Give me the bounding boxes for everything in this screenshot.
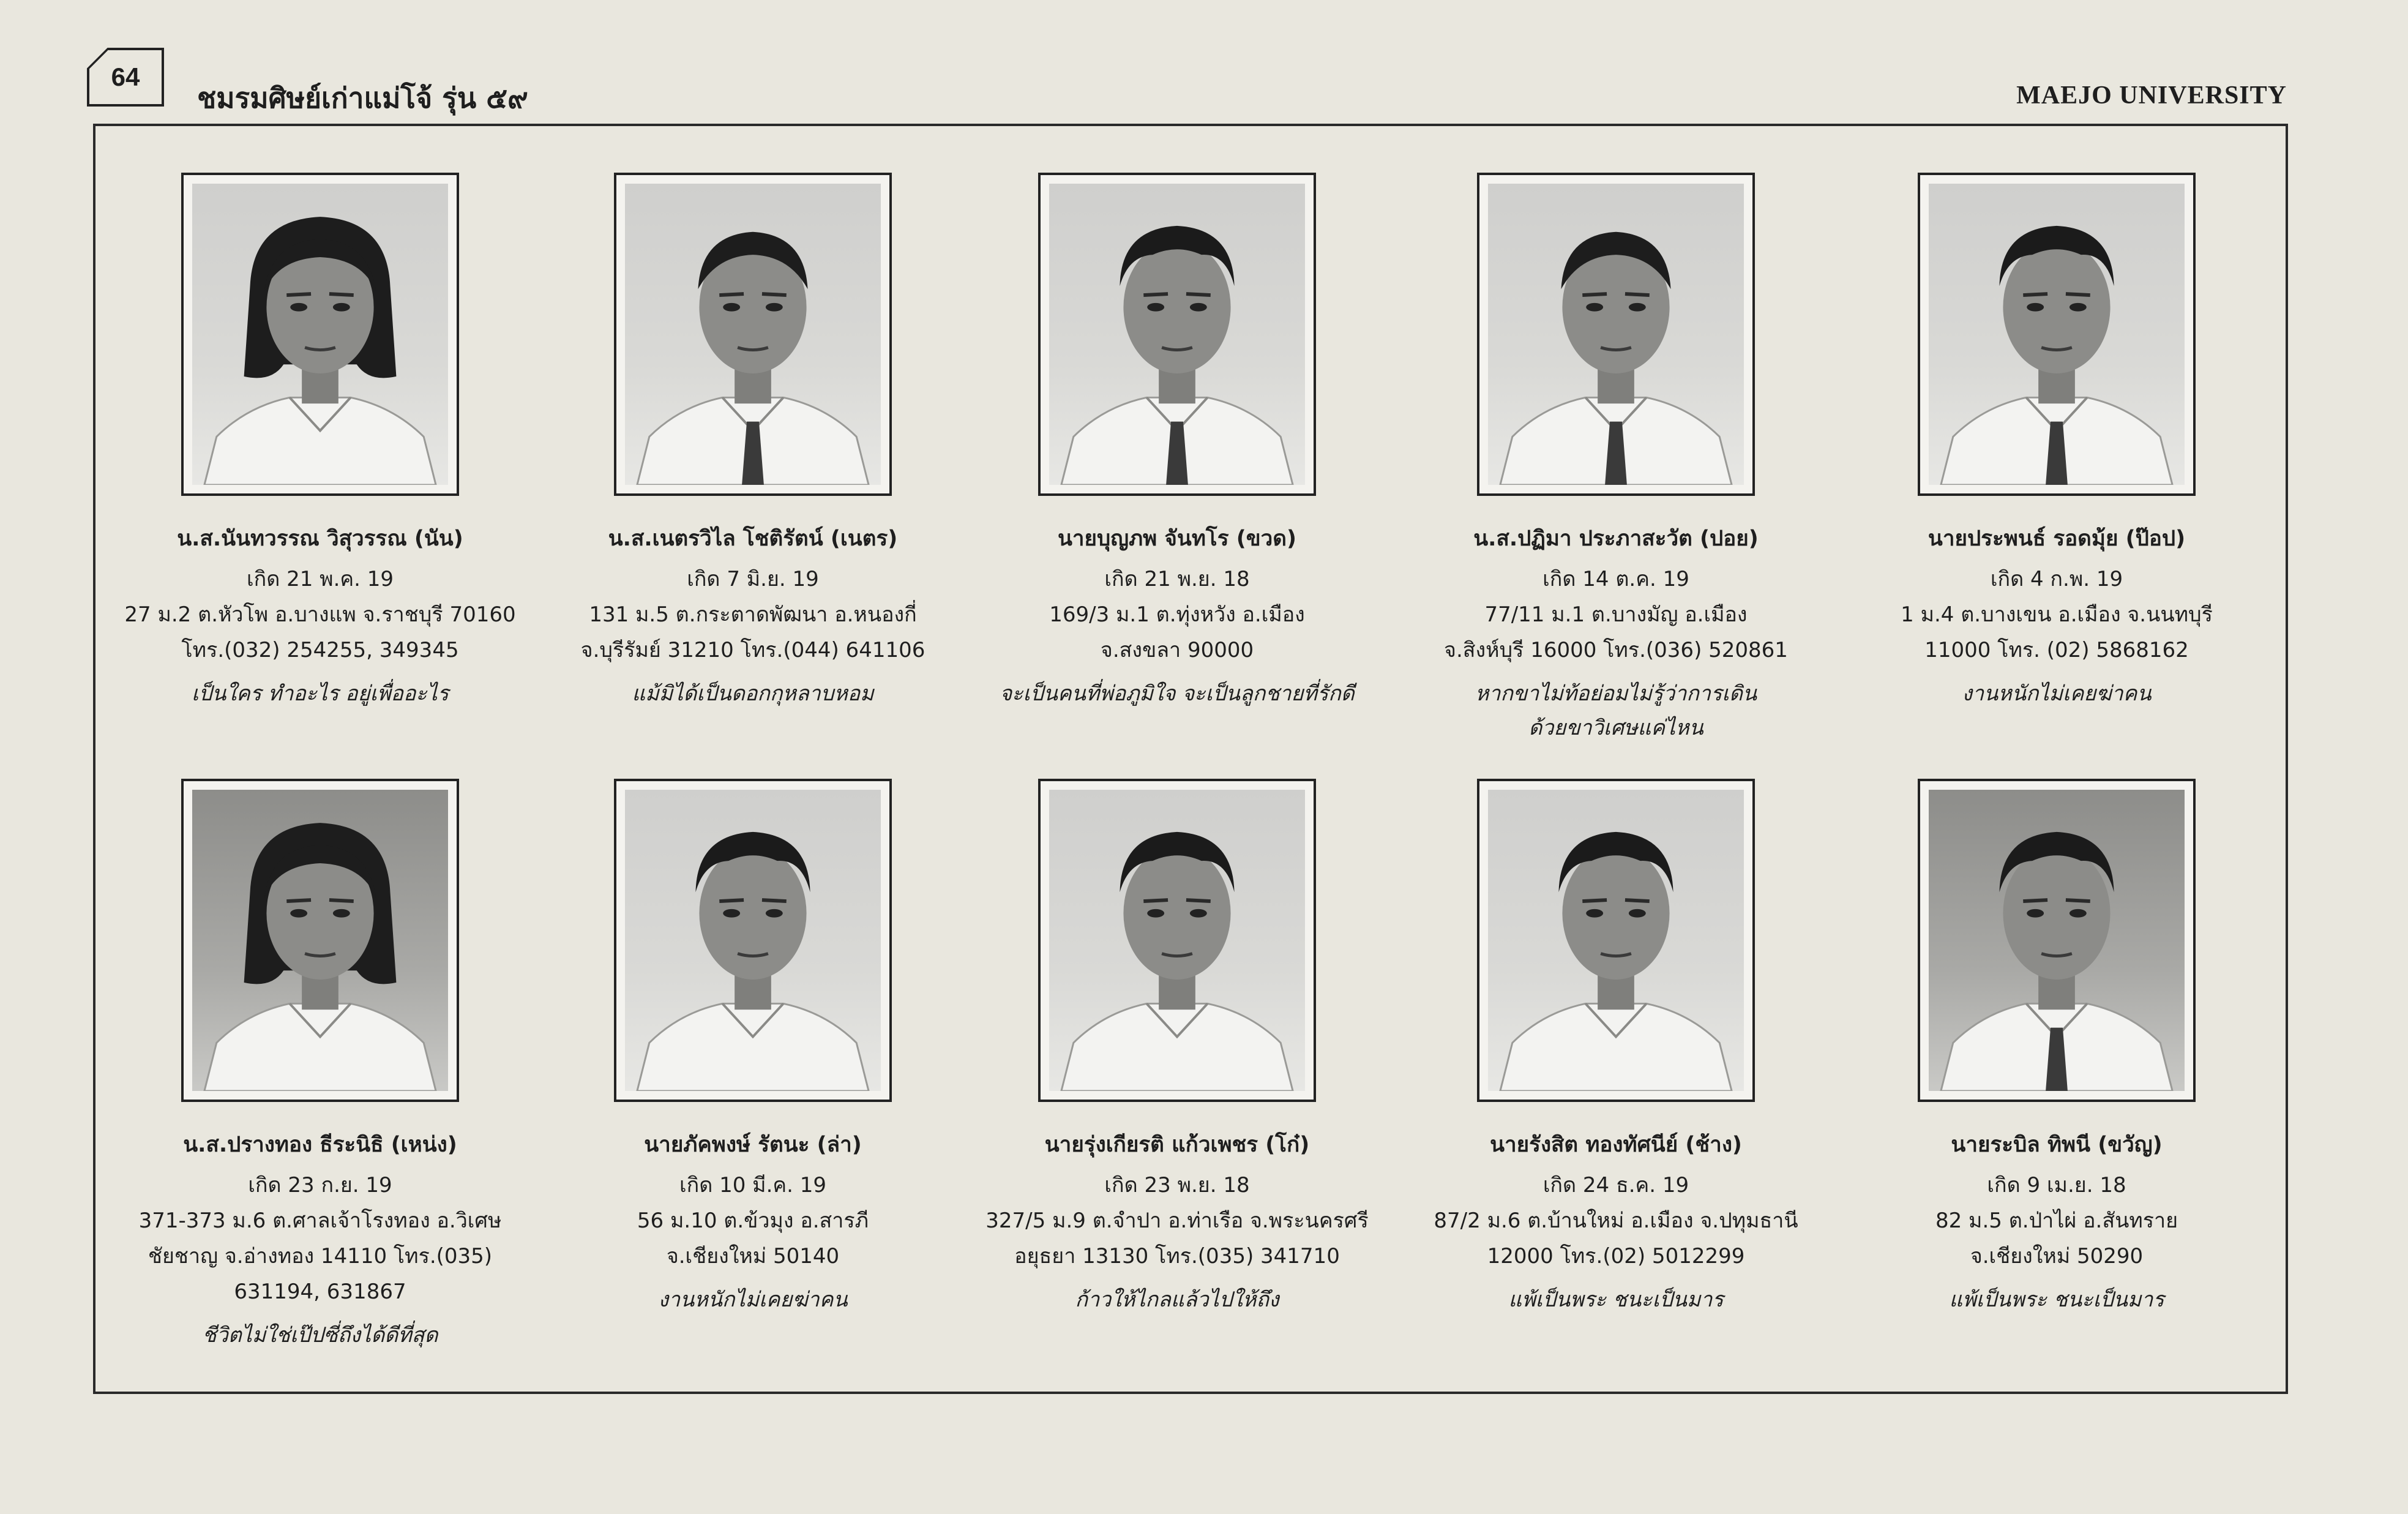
profile-card — [963, 779, 1391, 1317]
birth-date: เกิด 4 ก.พ. 19 — [1990, 567, 2123, 591]
profile-card — [963, 173, 1391, 711]
address-line: จ.เชียงใหม่ 50140 — [666, 1244, 840, 1269]
motto: งานหนักไม่เคยฆ่าคน — [1962, 681, 2152, 706]
portrait-photo — [1918, 779, 2196, 1102]
address-line: โทร.(032) 254255, 349345 — [181, 638, 459, 662]
address-line: จ.สิงห์บุรี 16000 โทร.(036) 520861 — [1444, 638, 1788, 662]
person-name: นายรังสิต ทองทัศนีย์ (ช้าง) — [1490, 1133, 1742, 1157]
person-name: นายรุ่งเกียรติ แก้วเพชร (โก๋) — [1044, 1133, 1310, 1157]
profile-card — [539, 173, 967, 711]
club-title: ชมรมศิษย์เก่าแม่โจ้ รุ่น ๕๙ — [197, 81, 528, 114]
birth-date: เกิด 14 ต.ค. 19 — [1542, 567, 1689, 591]
profile-card — [106, 173, 534, 711]
portrait-image — [1049, 790, 1305, 1091]
address-line: อยุธยา 13130 โทร.(035) 341710 — [1014, 1244, 1340, 1269]
portrait-photo — [181, 173, 459, 496]
motto: เป็นใคร ทำอะไร อยู่เพื่ออะไร — [191, 681, 449, 706]
address-line: 1 ม.4 ต.บางเขน อ.เมือง จ.นนทบุรี — [1901, 602, 2213, 627]
birth-date: เกิด 7 มิ.ย. 19 — [687, 567, 819, 591]
address-line: 12000 โทร.(02) 5012299 — [1487, 1244, 1745, 1269]
portrait-image — [625, 184, 881, 485]
portrait-photo — [1038, 779, 1316, 1102]
profile-card — [1842, 779, 2271, 1317]
portrait-image — [1488, 790, 1744, 1091]
address-line: 56 ม.10 ต.ข้วมุง อ.สารภี — [637, 1209, 869, 1233]
profile-card — [106, 779, 534, 1352]
motto: หากขาไม่ท้อย่อมไม่รู้ว่าการเดิน — [1475, 681, 1757, 706]
profile-card — [1402, 173, 1830, 745]
portrait-image — [625, 790, 881, 1091]
birth-date: เกิด 23 พ.ย. 18 — [1104, 1173, 1250, 1197]
birth-date: เกิด 24 ธ.ค. 19 — [1542, 1173, 1689, 1197]
person-name: น.ส.เนตรวิไล โชติรัตน์ (เนตร) — [608, 527, 898, 551]
profile-card — [539, 779, 967, 1317]
person-name: นายประพนธ์ รอดมุ้ย (ป๊อป) — [1928, 527, 2186, 551]
motto: ชีวิตไม่ใช่เป๊ปซี่ถึงได้ดีที่สุด — [202, 1323, 438, 1347]
address-line: 327/5 ม.9 ต.จำปา อ.ท่าเรือ จ.พระนครศรี — [985, 1209, 1369, 1233]
profile-card — [1842, 173, 2271, 711]
portrait-image — [1929, 790, 2185, 1091]
person-name: น.ส.ปฏิมา ประภาสะวัต (ปอย) — [1473, 527, 1759, 551]
motto: แพ้เป็นพระ ชนะเป็นมาร — [1508, 1287, 1724, 1312]
portrait-image — [192, 790, 448, 1091]
profile-card — [1402, 779, 1830, 1317]
motto: ด้วยขาวิเศษแค่ไหน — [1528, 716, 1703, 740]
address-line: 77/11 ม.1 ต.บางมัญ อ.เมือง — [1484, 602, 1748, 627]
address-line: 131 ม.5 ต.กระตาดพัฒนา อ.หนองกี่ — [589, 602, 917, 627]
portrait-photo — [181, 779, 459, 1102]
address-line: 87/2 ม.6 ต.บ้านใหม่ อ.เมือง จ.ปทุมธานี — [1434, 1209, 1798, 1233]
address-line: 82 ม.5 ต.ป่าไผ่ อ.สันทราย — [1935, 1209, 2178, 1233]
person-name: นายภัคพงษ์ รัตนะ (ล่า) — [644, 1133, 862, 1157]
birth-date: เกิด 23 ก.ย. 19 — [248, 1173, 392, 1197]
motto: จะเป็นคนที่พ่อภูมิใจ จะเป็นลูกชายที่รักดี — [1000, 681, 1355, 706]
motto: งานหนักไม่เคยฆ่าคน — [658, 1287, 848, 1312]
person-name: นายบุญภพ จันทโร (ขวด) — [1057, 527, 1297, 551]
birth-date: เกิด 10 มี.ค. 19 — [679, 1173, 826, 1197]
portrait-photo — [1918, 173, 2196, 496]
motto: ก้าวให้ไกลแล้วไปให้ถึง — [1075, 1287, 1279, 1312]
portrait-image — [1929, 184, 2185, 485]
portrait-image — [1488, 184, 1744, 485]
birth-date: เกิด 9 เม.ย. 18 — [1987, 1173, 2126, 1197]
motto: แม้มิได้เป็นดอกกุหลาบหอม — [632, 681, 874, 706]
address-line: จ.สงขลา 90000 — [1100, 638, 1254, 662]
portrait-photo — [1477, 779, 1755, 1102]
address-line: ชัยชาญ จ.อ่างทอง 14110 โทร.(035) — [148, 1244, 493, 1269]
page-number: 64 — [87, 48, 164, 107]
portrait-photo — [1038, 173, 1316, 496]
address-line: จ.เชียงใหม่ 50290 — [1970, 1244, 2144, 1269]
university-title: MAEJO UNIVERSITY — [2016, 81, 2287, 110]
portrait-image — [192, 184, 448, 485]
address-line: 11000 โทร. (02) 5868162 — [1924, 638, 2189, 662]
address-line: 631194, 631867 — [234, 1280, 406, 1304]
portrait-image — [1049, 184, 1305, 485]
address-line: จ.บุรีรัมย์ 31210 โทร.(044) 641106 — [580, 638, 925, 662]
birth-date: เกิด 21 พ.ค. 19 — [246, 567, 394, 591]
address-line: 27 ม.2 ต.หัวโพ อ.บางแพ จ.ราชบุรี 70160 — [124, 602, 516, 627]
person-name: น.ส.ปรางทอง ธีระนิธิ (เหน่ง) — [183, 1133, 457, 1157]
portrait-photo — [1477, 173, 1755, 496]
address-line: 169/3 ม.1 ต.ทุ่งหวัง อ.เมือง — [1049, 602, 1305, 627]
person-name: น.ส.นันทวรรณ วิสุวรรณ (นัน) — [177, 527, 463, 551]
person-name: นายระบิล ทิพนี (ขวัญ) — [1951, 1133, 2163, 1157]
portrait-photo — [614, 173, 892, 496]
birth-date: เกิด 21 พ.ย. 18 — [1104, 567, 1250, 591]
address-line: 371-373 ม.6 ต.ศาลเจ้าโรงทอง อ.วิเศษ — [138, 1209, 502, 1233]
motto: แพ้เป็นพระ ชนะเป็นมาร — [1949, 1287, 2164, 1312]
portrait-photo — [614, 779, 892, 1102]
